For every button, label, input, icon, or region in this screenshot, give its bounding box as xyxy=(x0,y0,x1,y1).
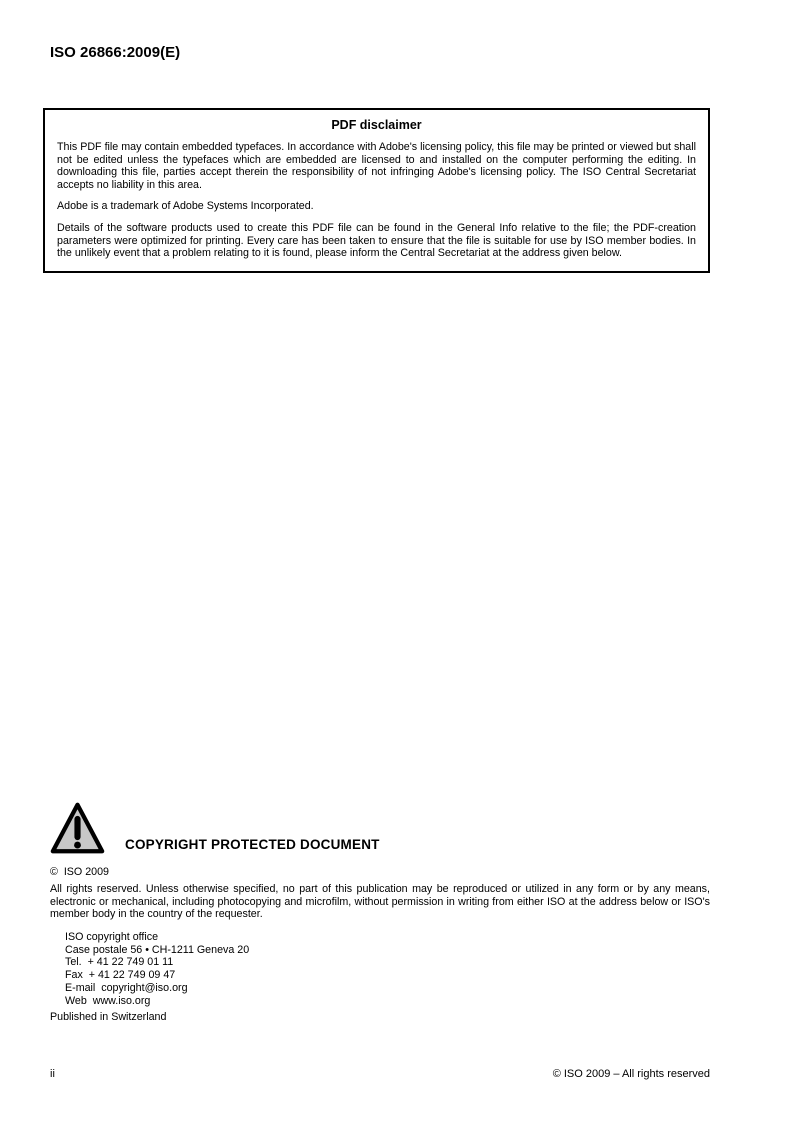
disclaimer-paragraph: This PDF file may contain embedded typefaces. In accordance with Adobe's licensing policy, this file may be printed or viewed but shall not be edited unless the typefaces which are embedded are licensed to and installed on the computer performing the editing. In downloading this file, parties accept therein the responsibility of not infringing Adobe's licensing policy. The ISO Central Secretariat accepts no liability in this area. xyxy=(57,141,696,191)
disclaimer-paragraph: Details of the software products used to create this PDF file can be found in the General Info relative to the file; the PDF-creation parameters were optimized for printing. Every care has been taken to ensure that the file is suitable for use by ISO member bodies. In the unlikely event that a problem relating to it is found, please inform the Central Secretariat at the address given below. xyxy=(57,221,696,260)
published-in-switzerland: Published in Switzerland xyxy=(50,1011,167,1023)
disclaimer-title: PDF disclaimer xyxy=(331,118,422,132)
footer-copyright: © ISO 2009 – All rights reserved xyxy=(552,1068,710,1080)
warning-triangle-icon xyxy=(49,801,106,856)
address-line-office: ISO copyright office xyxy=(65,931,159,943)
all-rights-reserved-paragraph: All rights reserved. Unless otherwise specified, no part of this publication may be reproduced or utilized in any form or by any means, electronic or mechanical, including photocopying and microfilm, without permission in writing from either ISO at the address below or ISO's member body in the country of the requester. xyxy=(50,883,710,921)
address-line-email: E-mail copyright@iso.org xyxy=(65,981,188,994)
address-line-web: Web www.iso.org xyxy=(65,994,151,1007)
address-line-tel: Tel. + 41 22 749 01 11 xyxy=(65,956,174,969)
pdf-disclaimer-box xyxy=(43,108,710,273)
copyright-protected-heading: COPYRIGHT PROTECTED DOCUMENT xyxy=(125,837,380,852)
address-line-postal: Case postale 56 • CH-1211 Geneva 20 xyxy=(65,943,250,956)
disclaimer-paragraph: Adobe is a trademark of Adobe Systems Incorporated. xyxy=(57,200,314,213)
footer-page-number: ii xyxy=(50,1068,55,1080)
copyright-notice: © ISO 2009 xyxy=(50,866,109,878)
address-line-fax: Fax + 41 22 749 09 47 xyxy=(65,969,176,982)
document-id-header: ISO 26866:2009(E) xyxy=(50,44,181,61)
iso-address-block xyxy=(65,931,249,1007)
